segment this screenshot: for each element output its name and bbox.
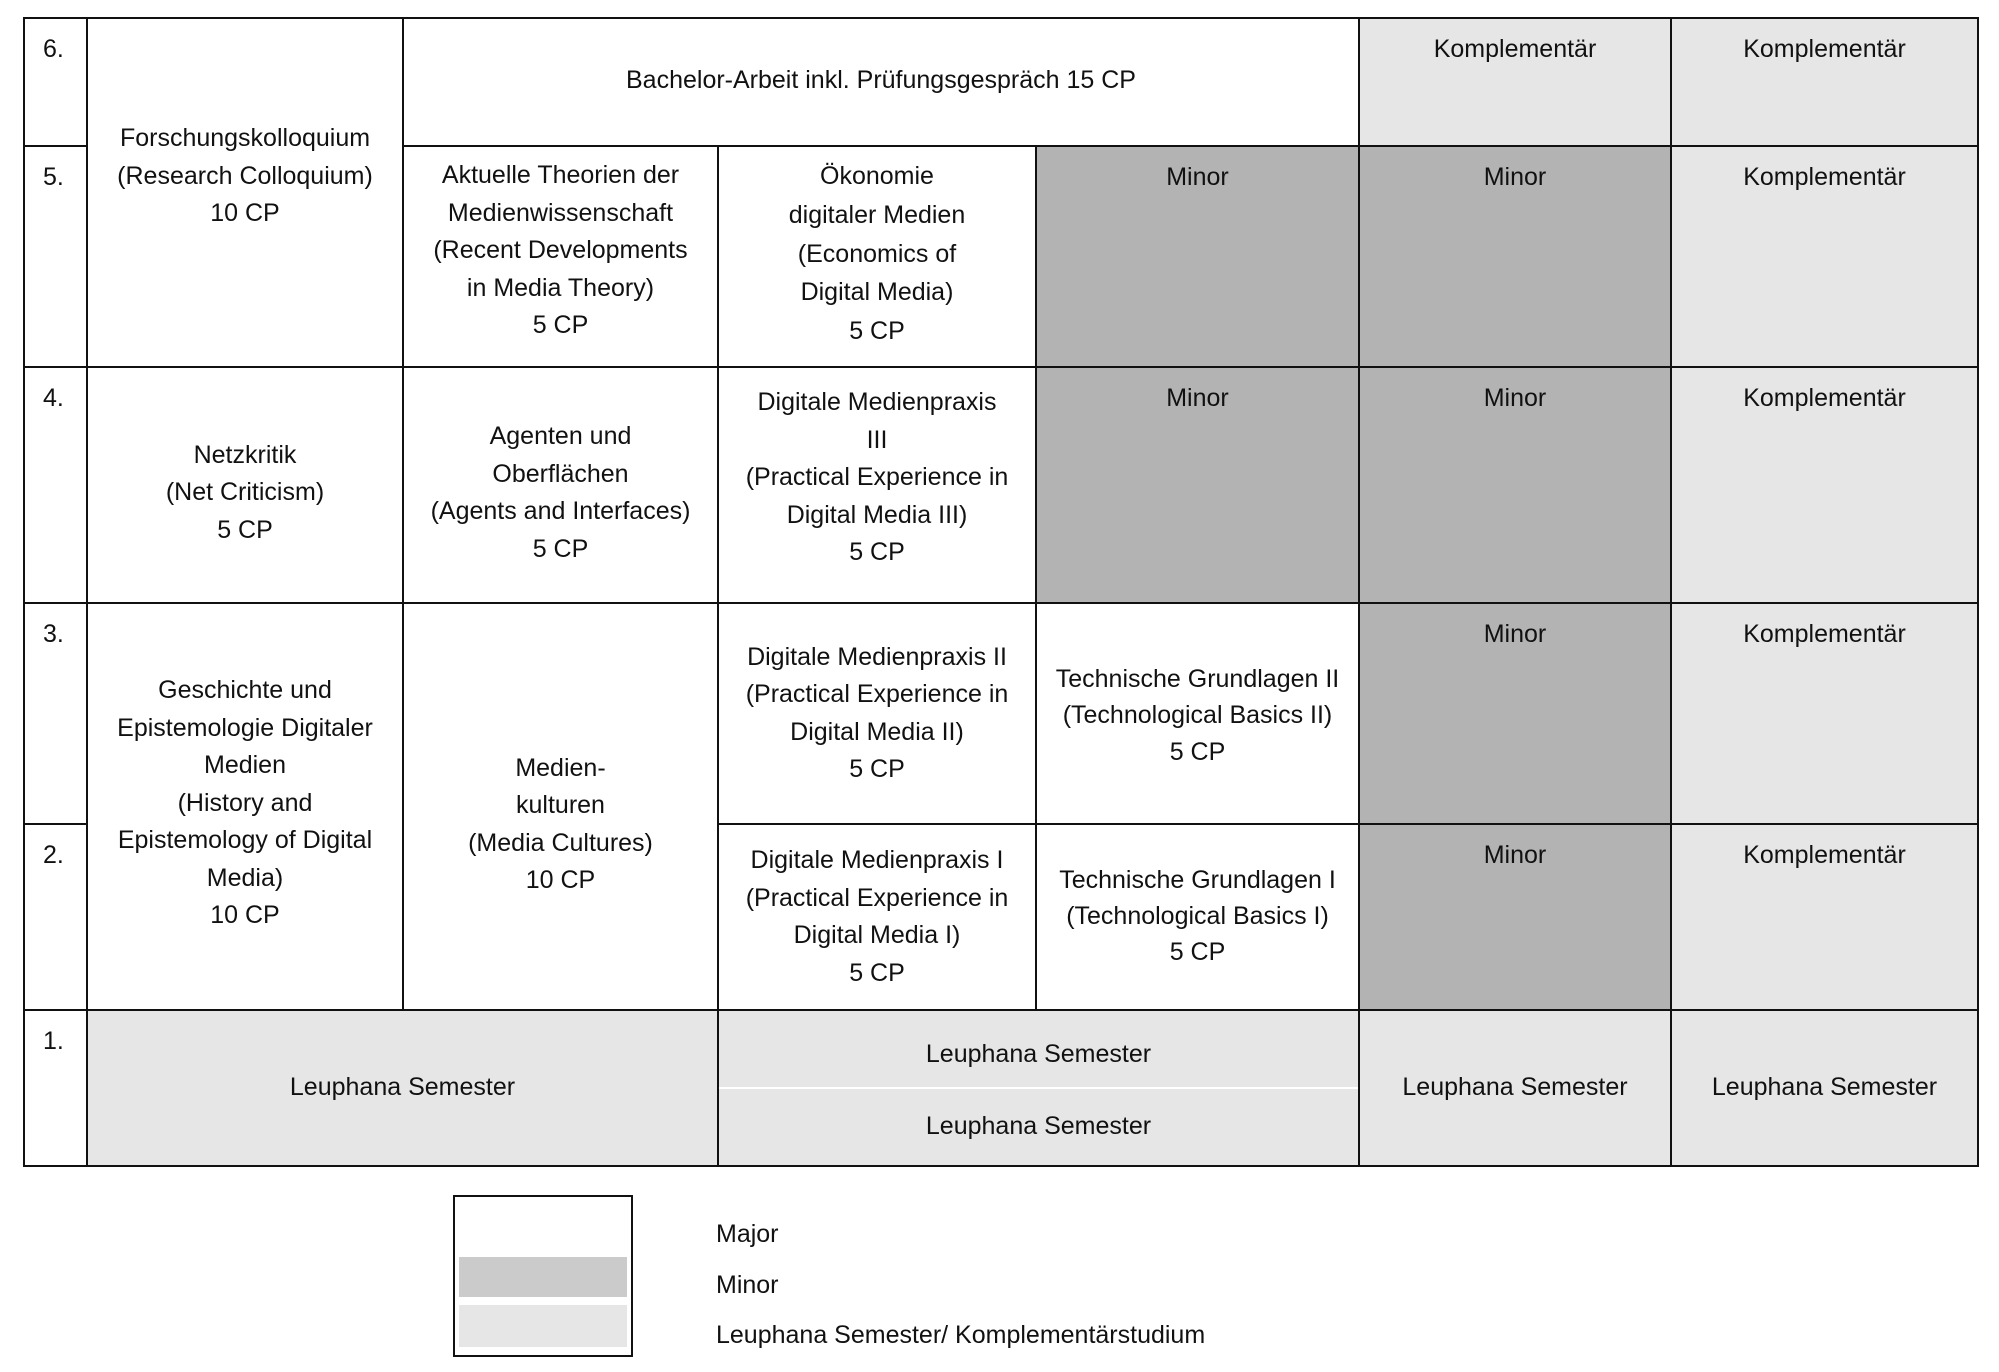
media-theory-cell: Aktuelle Theorien der Medienwissenschaft (Recent Developments in Media Theory) 5 CP <box>402 145 719 368</box>
leuphana-semester-b-line-1: Leuphana Semester <box>925 1040 1152 1069</box>
bachelor-thesis-cell: Bachelor-Arbeit inkl. Prüfungsgespräch 15 CP <box>402 17 1360 147</box>
minor-cell-5a: Minor <box>1035 145 1360 368</box>
semester-2-label: 2. <box>23 823 88 1011</box>
economics-cell: Ökonomie digitaler Medien (Economics of Digital Media) 5 CP <box>717 145 1037 368</box>
legend-swatch-box <box>453 1195 633 1357</box>
complement-cell-4: Komplementär <box>1670 366 1979 604</box>
minor-cell-2: Minor <box>1358 823 1672 1011</box>
media-cultures-cell: Medien- kulturen (Media Cultures) 10 CP <box>402 602 719 1011</box>
legend-major-label: Major <box>716 1220 779 1248</box>
curriculum-table <box>23 17 1979 1167</box>
tech-basics-2-cell: Technische Grundlagen II (Technological Basics II) 5 CP <box>1035 602 1360 825</box>
practice-3-cell: Digitale Medienpraxis III (Practical Experience in Digital Media III) 5 CP <box>717 366 1037 604</box>
leuphana-semester-cell-a: Leuphana Semester <box>86 1009 719 1167</box>
practice-2-cell: Digitale Medienpraxis II (Practical Experience in Digital Media II) 5 CP <box>717 602 1037 825</box>
legend-leuphana-swatch <box>459 1305 627 1347</box>
legend-leuphana-label: Leuphana Semester/ Komplementärstudium <box>716 1321 1206 1349</box>
complement-cell-3: Komplementär <box>1670 602 1979 825</box>
research-colloquium-cell: Forschungskolloquium (Research Colloquium) 10 CP <box>86 17 404 368</box>
complement-cell-6b: Komplementär <box>1670 17 1979 147</box>
legend-minor-swatch <box>459 1257 627 1297</box>
complement-cell-2: Komplementär <box>1670 823 1979 1011</box>
net-criticism-cell: Netzkritik (Net Criticism) 5 CP <box>86 366 404 604</box>
semester-3-label: 3. <box>23 602 88 825</box>
leuphana-semester-cell-c: Leuphana Semester <box>1358 1009 1672 1167</box>
minor-cell-4b: Minor <box>1358 366 1672 604</box>
minor-cell-5b: Minor <box>1358 145 1672 368</box>
history-epistemology-cell: Geschichte und Epistemologie Digitaler Medien (History and Epistemology of Digital Media) 10 CP <box>86 602 404 1011</box>
agents-interfaces-cell: Agenten und Oberflächen (Agents and Interfaces) 5 CP <box>402 366 719 604</box>
legend-major-swatch <box>459 1201 627 1255</box>
semester-5-label: 5. <box>23 145 88 368</box>
semester-4-label: 4. <box>23 366 88 604</box>
practice-1-cell: Digitale Medienpraxis I (Practical Experience in Digital Media I) 5 CP <box>717 823 1037 1011</box>
semester-1-label: 1. <box>23 1009 88 1167</box>
leuphana-divider <box>719 1087 1358 1089</box>
minor-cell-4a: Minor <box>1035 366 1360 604</box>
tech-basics-1-cell: Technische Grundlagen I (Technological Basics I) 5 CP <box>1035 823 1360 1011</box>
complement-cell-5: Komplementär <box>1670 145 1979 368</box>
complement-cell-6a: Komplementär <box>1358 17 1672 147</box>
leuphana-semester-cell-d: Leuphana Semester <box>1670 1009 1979 1167</box>
leuphana-semester-b-line-2: Leuphana Semester <box>925 1112 1152 1141</box>
minor-cell-3: Minor <box>1358 602 1672 825</box>
semester-6-label: 6. <box>23 17 88 147</box>
legend-minor-label: Minor <box>716 1271 779 1299</box>
